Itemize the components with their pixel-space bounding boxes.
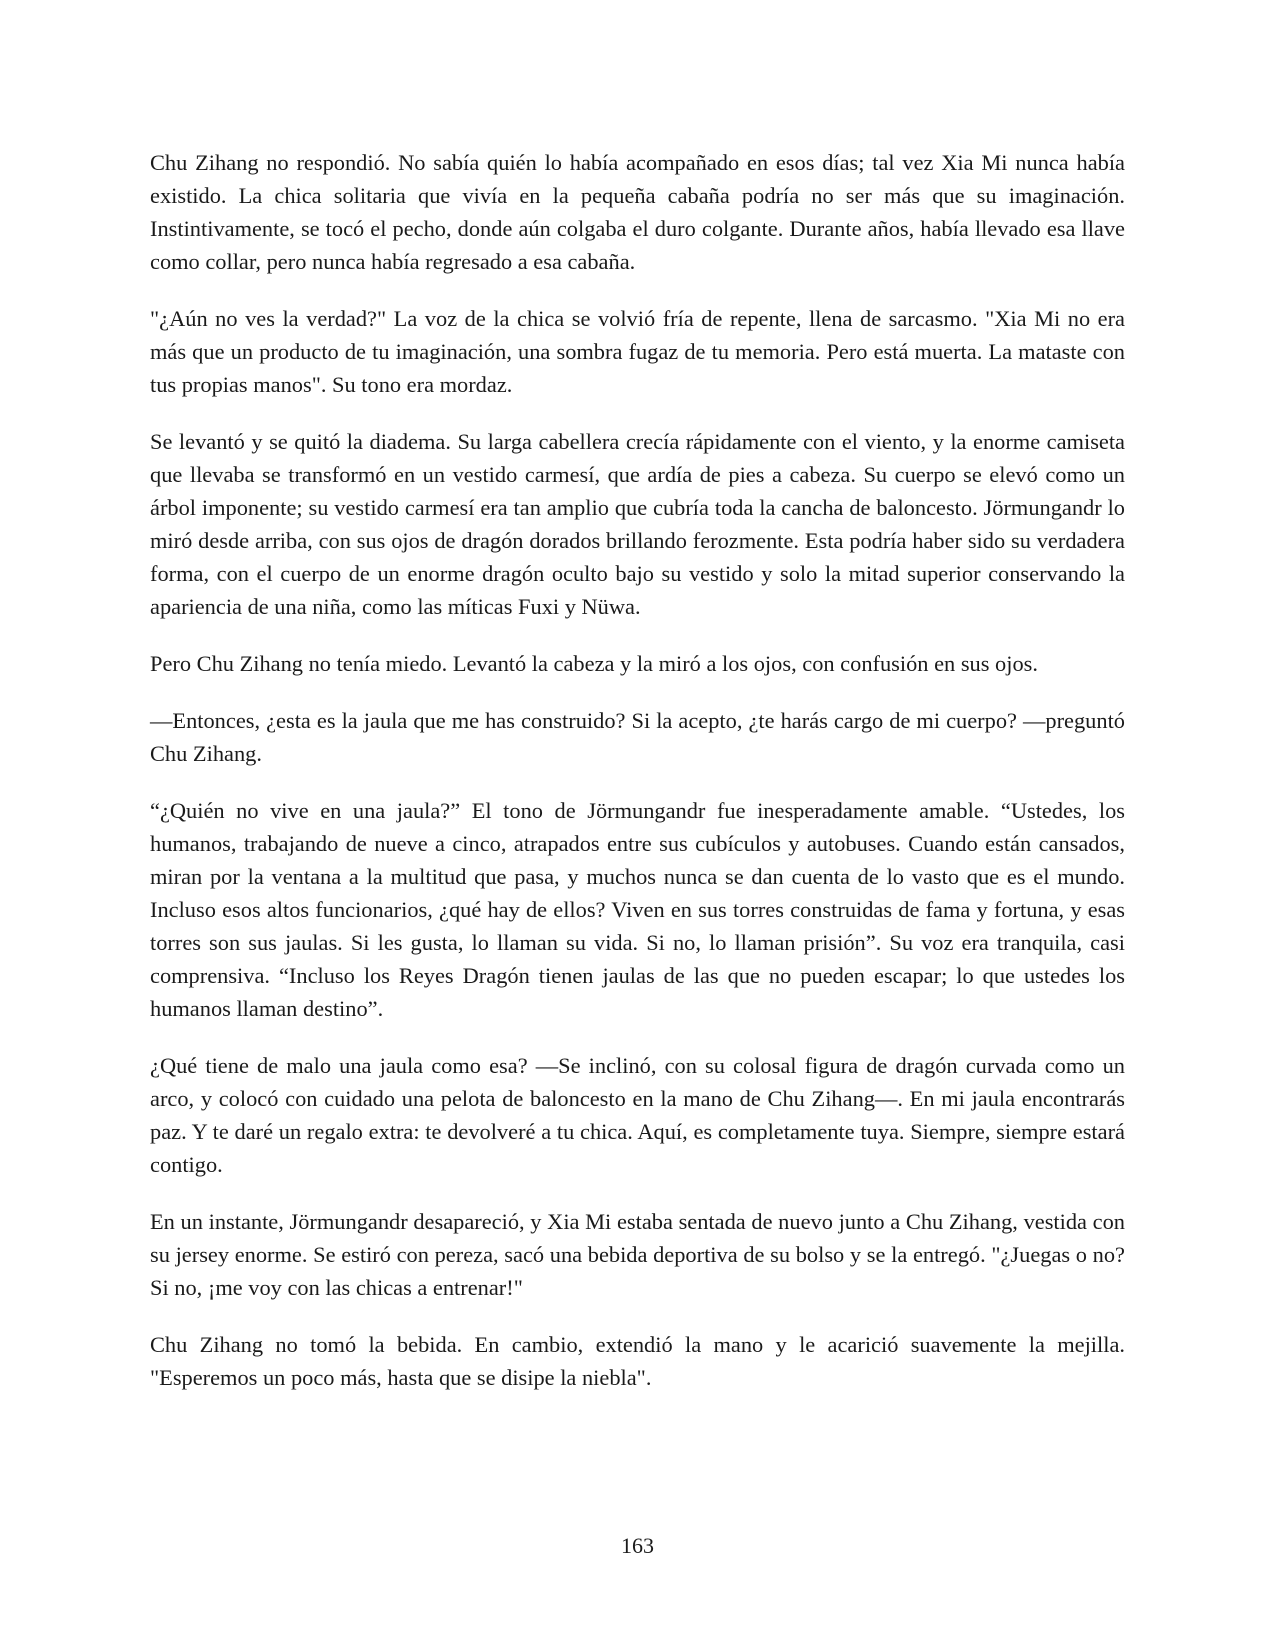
paragraph-4: Pero Chu Zihang no tenía miedo. Levantó la cabeza y la miró a los ojos, con confusión en sus ojos. <box>150 651 1038 676</box>
paragraph-8: En un instante, Jörmungandr desapareció, y Xia Mi estaba sentada de nuevo junto a Chu Zihang, vestida con su jersey enorme. Se estiró con pereza, sacó una bebida deportiva de su bolso y se la entregó. "¿Juegas o no? Si no, ¡me voy con las chicas a entrenar!" <box>150 1209 1125 1300</box>
page-number: 163 <box>621 1533 654 1558</box>
paragraph-9: Chu Zihang no tomó la bebida. En cambio, extendió la mano y le acarició suavemente la mejilla. "Esperemos un poco más, hasta que se disipe la niebla". <box>150 1332 1125 1390</box>
paragraph-6: “¿Quién no vive en una jaula?” El tono de Jörmungandr fue inesperadamente amable. “Ustedes, los humanos, trabajando de nueve a cinco, atrapados entre sus cubículos y autobuses. Cuando están cansados, miran por la ventana a la multitud que pasa, y muchos nunca se dan cuenta de lo vasto que es el mundo. Incluso esos altos funcionarios, ¿qué hay de ellos? Viven en sus torres construidas de fama y fortuna, y esas torres son sus jaulas. Si les gusta, lo llaman su vida. Si no, lo llaman prisión”. Su voz era tranquila, casi comprensiva. “Incluso los Reyes Dragón tienen jaulas de las que no pueden escapar; lo que ustedes los humanos llaman destino”. <box>150 798 1125 1021</box>
paragraph-1: Chu Zihang no respondió. No sabía quién lo había acompañado en esos días; tal vez Xia Mi nunca había existido. La chica solitaria que vivía en la pequeña cabaña podría no ser más que su imaginación. Instintivamente, se tocó el pecho, donde aún colgaba el duro colgante. Durante años, había llevado esa llave como collar, pero nunca había regresado a esa cabaña. <box>150 150 1125 274</box>
paragraph-7: ¿Qué tiene de malo una jaula como esa? —Se inclinó, con su colosal figura de dragón curvada como un arco, y colocó con cuidado una pelota de baloncesto en la mano de Chu Zihang—. En mi jaula encontrarás paz. Y te daré un regalo extra: te devolveré a tu chica. Aquí, es completamente tuya. Siempre, siempre estará contigo. <box>150 1053 1125 1177</box>
paragraph-3: Se levantó y se quitó la diadema. Su larga cabellera crecía rápidamente con el viento, y la enorme camiseta que llevaba se transformó en un vestido carmesí, que ardía de pies a cabeza. Su cuerpo se elevó como un árbol imponente; su vestido carmesí era tan amplio que cubría toda la cancha de baloncesto. Jörmungandr lo miró desde arriba, con sus ojos de dragón dorados brillando ferozmente. Esta podría haber sido su verdadera forma, con el cuerpo de un enorme dragón oculto bajo su vestido y solo la mitad superior conservando la apariencia de una niña, como las míticas Fuxi y Nüwa. <box>150 429 1125 619</box>
body-text <box>150 146 1125 1418</box>
paragraph-2: "¿Aún no ves la verdad?" La voz de la chica se volvió fría de repente, llena de sarcasmo. "Xia Mi no era más que un producto de tu imaginación, una sombra fugaz de tu memoria. Pero está muerta. La mataste con tus propias manos". Su tono era mordaz. <box>150 306 1125 397</box>
paragraph-5: —Entonces, ¿esta es la jaula que me has construido? Si la acepto, ¿te harás cargo de mi cuerpo? —preguntó Chu Zihang. <box>150 708 1125 766</box>
